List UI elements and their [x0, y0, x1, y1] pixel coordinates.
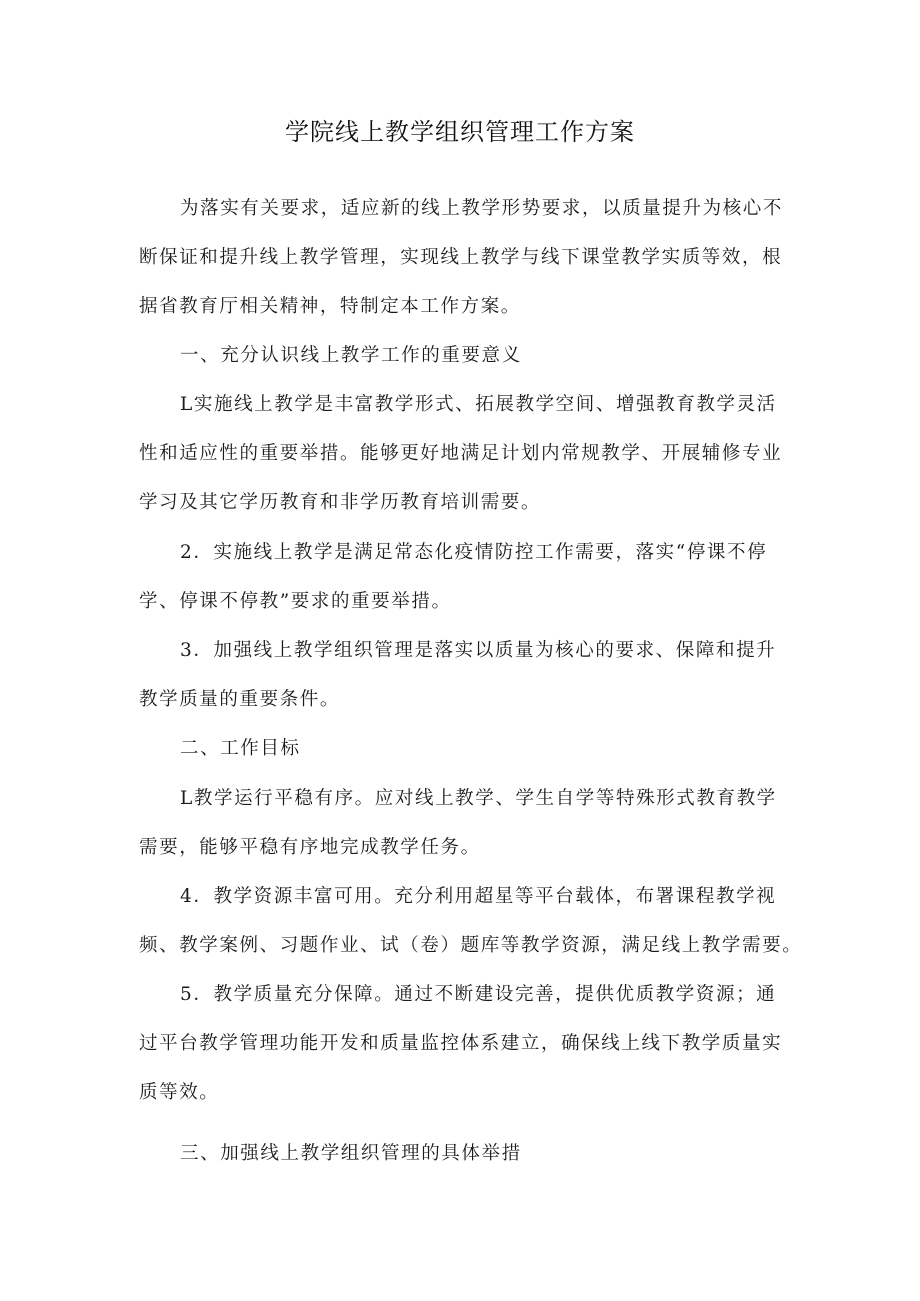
- paragraph-intro-line-3: 据省教育厅相关精神，特制定本工作方案。: [139, 296, 521, 317]
- paragraph-intro-line-1: 为落实有关要求，适应新的线上教学形势要求，以质量提升为核心不: [180, 198, 784, 219]
- item-1-2-line-1: 2．实施线上教学是满足常态化疫情防控工作需要，落实“停课不停: [180, 542, 768, 563]
- item-2-1-line-1: L教学运行平稳有序。应对线上教学、学生自学等特殊形式教育教学: [180, 788, 777, 809]
- item-2-1-line-2: 需要，能够平稳有序地完成教学任务。: [139, 837, 481, 858]
- item-1-1-line-2: 性和适应性的重要举措。能够更好地满足计划内常规教学、开展辅修专业: [139, 443, 783, 464]
- item-1-3-line-2: 教学质量的重要条件。: [139, 689, 341, 710]
- item-1-1-line-3: 学习及其它学历教育和非学历教育培训需要。: [139, 492, 542, 513]
- item-1-2-line-2: 学、停课不停教”要求的重要举措。: [139, 591, 452, 612]
- item-2-2-line-1: 4．教学资源丰富可用。充分利用超星等平台载体，布署课程教学视: [180, 886, 777, 907]
- item-2-3-line-3: 质等效。: [139, 1082, 220, 1103]
- item-1-3-line-1: 3．加强线上教学组织管理是落实以质量为核心的要求、保障和提升: [180, 640, 777, 661]
- section-heading-1: 一、充分认识线上教学工作的重要意义: [180, 345, 522, 366]
- section-heading-2: 二、工作目标: [180, 738, 301, 759]
- item-2-2-line-2: 频、教学案例、习题作业、试（卷）题库等教学资源，满足线上教学需要。: [139, 935, 803, 956]
- document-title: 学院线上教学组织管理工作方案: [285, 118, 635, 146]
- item-1-1-line-1: L实施线上教学是丰富教学形式、拓展教学空间、增强教育教学灵活: [180, 394, 777, 415]
- item-2-3-line-1: 5．教学质量充分保障。通过不断建设完善，提供优质教学资源；通: [180, 984, 777, 1005]
- section-heading-3: 三、加强线上教学组织管理的具体举措: [180, 1143, 522, 1164]
- item-2-3-line-2: 过平台教学管理功能开发和质量监控体系建立，确保线上线下教学质量实: [139, 1033, 783, 1054]
- paragraph-intro-line-2: 断保证和提升线上教学管理，实现线上教学与线下课堂教学实质等效，根: [139, 247, 783, 268]
